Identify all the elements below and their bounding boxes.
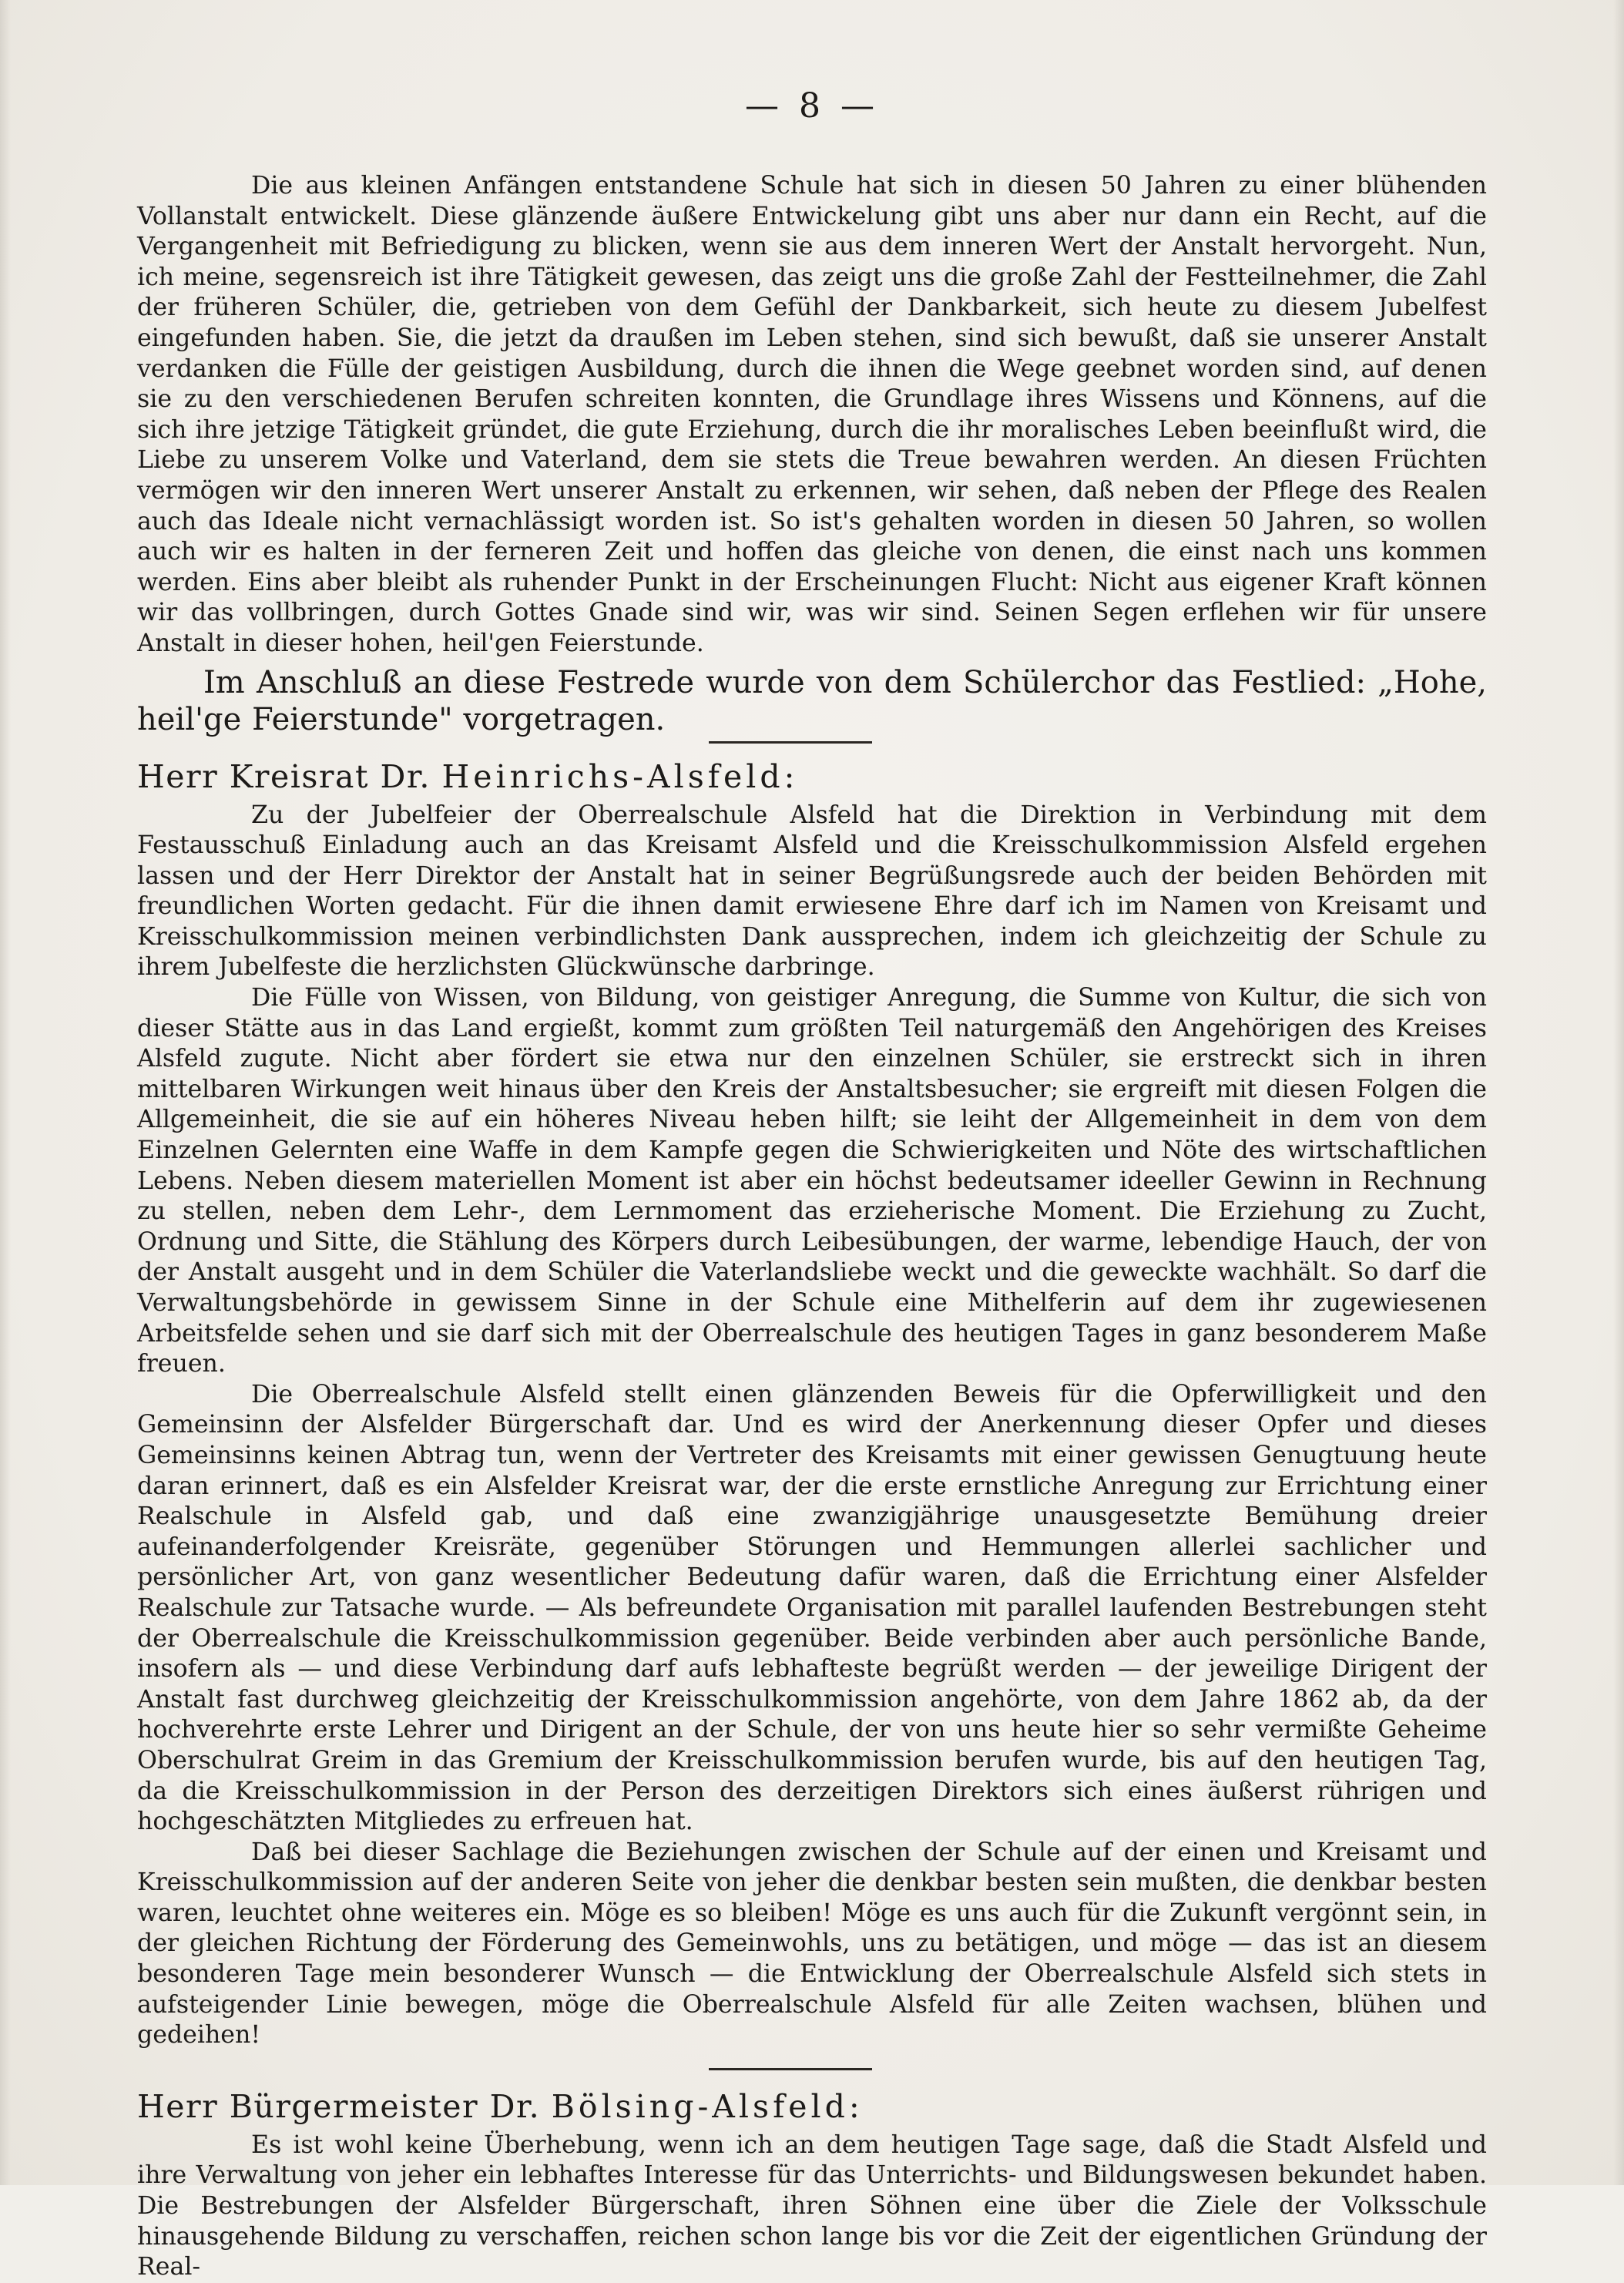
kreisrat-paragraph-3: Die Oberrealschule Alsfeld stellt einen glänzenden Beweis für die Opferwilligkeit und den Gemeinsinn der Alsfelder Bürgerschaft dar. Und es wird der Anerkennung dieser Opfer und dieses Gemeinsinns keinen Abtrag tun, wenn der Vertreter des Kreisamts mit einer gewissen Genugtuung heute daran erinnert, daß es ein Alsfelder Kreisrat war, der die erste ernstliche Anregung zur Errichtung einer Realschule in Alsfeld gab, und daß eine zwanzigjährige unausgesetzte Bemühung dreier aufeinanderfolgender Kreisräte, gegenüber Störungen und Hemmungen allerlei sachlicher und persönlicher Art, von ganz wesentlicher Bedeutung dafür waren, daß die Errichtung einer Alsfelder Realschule zur Tatsache wurde. — Als befreundete Organisation mit parallel laufenden Bestrebungen steht der Oberrealschule die Kreisschulkommission gegenüber. Beide verbinden aber auch persönliche Bande, insofern als — und diese Verbindung darf aufs lebhafteste begrüßt werden — der jeweilige Dirigent der Anstalt fast durchweg gleichzeitig der Kreisschulkommission angehörte, von dem Jahre 1862 ab, da der hochverehrte erste Lehrer und Dirigent an der Schule, der von uns heute hier so sehr vermißte Geheime Oberschulrat Greim in das Gremium der Kreisschulkommission berufen wurde, bis auf den heutigen Tag, da die Kreisschulkommission in der Person des derzeitigen Direktors sich eines äußerst rührigen und hochgeschätzten Mitgliedes zu erfreuen hat.	[137, 1380, 1487, 1836]
speaker-heading-buergermeister	[137, 2087, 1487, 2126]
section-divider	[709, 741, 872, 744]
festlied-note: Im Anschluß an diese Festrede wurde von dem Schülerchor das Festlied: „Hohe, heil'ge Feierstunde" vorgetragen.	[137, 664, 1487, 737]
kreisrat-paragraph-1: Zu der Jubelfeier der Oberrealschule Alsfeld hat die Direktion in Verbindung mit dem Festausschuß Einladung auch an das Kreisamt Alsfeld und die Kreisschulkommission Alsfeld ergehen lassen und der Herr Direktor der Anstalt hat in seiner Begrüßungsrede auch der beiden Behörden mit freundlichen Worten gedacht. Für die ihnen damit erwiesene Ehre darf ich im Namen von Kreisamt und Kreisschulkommission meinen verbindlichsten Dank aussprechen, indem ich gleichzeitig der Schule zu ihrem Jubelfeste die herzlichsten Glückwünsche darbringe.	[137, 801, 1487, 982]
scan-edge-left	[0, 0, 11, 2185]
page-number: — 8 —	[745, 86, 879, 126]
buergermeister-paragraph-1: Es ist wohl keine Überhebung, wenn ich an dem heutigen Tage sage, daß die Stadt Alsfeld und ihre Verwaltung von jeher ein lebhaftes Interesse für das Unterrichts- und Bildungswesen bekundet haben. Die Bestrebungen der Alsfelder Bürgerschaft, ihren Söhnen eine über die Ziele der Volksschule hinausgehende Bildung zu verschaffen, reichen schon lange bis vor die Zeit der eigentlichen Gründung der Real-	[137, 2130, 1487, 2281]
scan-edge-right	[1613, 0, 1624, 2185]
kreisrat-paragraph-4: Daß bei dieser Sachlage die Beziehungen zwischen der Schule auf der einen und Kreisamt und Kreisschulkommission auf der anderen Seite von jeher die denkbar besten sein mußten, die denkbar besten waren, leuchtet ohne weiteres ein. Möge es so bleiben! Möge es uns auch für die Zukunft vergönnt sein, in der gleichen Richtung der Förderung des Gemeinwohls, uns zu betätigen, und möge — das ist an diesem besonderen Tage mein besonderer Wunsch — die Entwicklung der Oberrealschule Alsfeld sich stets in aufsteigender Linie bewegen, möge die Oberrealschule Alsfeld für alle Zeiten wachsen, blühen und gedeihen!	[137, 1838, 1487, 2050]
section-divider	[709, 2068, 872, 2070]
page-content	[137, 171, 1487, 2283]
speaker-title: Herr Kreisrat Dr.	[137, 757, 431, 795]
speaker-heading-kreisrat	[137, 757, 1487, 796]
speaker-title: Herr Bürgermeister Dr.	[137, 2087, 541, 2125]
speaker-name: Heinrichs-Alsfeld:	[441, 757, 799, 795]
opening-paragraph: Die aus kleinen Anfängen entstandene Schule hat sich in diesen 50 Jahren zu einer blühenden Vollanstalt entwickelt. Diese glänzende äußere Entwickelung gibt uns aber nur dann ein Recht, auf die Vergangenheit mit Befriedigung zu blicken, wenn sie aus dem inneren Wert der Anstalt hervorgeht. Nun, ich meine, segensreich ist ihre Tätigkeit gewesen, das zeigt uns die große Zahl der Festteilnehmer, die Zahl der früheren Schüler, die, getrieben von dem Gefühl der Dankbarkeit, sich heute zu diesem Jubelfest eingefunden haben. Sie, die jetzt da draußen im Leben stehen, sind sich bewußt, daß sie unserer Anstalt verdanken die Fülle der geistigen Ausbildung, durch die ihnen die Wege geebnet worden sind, auf denen sie zu den verschiedenen Berufen schreiten konnten, die Grundlage ihres Wissens und Könnens, auf die sich ihre jetzige Tätigkeit gründet, die gute Erziehung, durch die ihr moralisches Leben beeinflußt wird, die Liebe zu unserem Volke und Vaterland, dem sie stets die Treue bewahren werden. An diesen Früchten vermögen wir den inneren Wert unserer Anstalt zu erkennen, wir sehen, daß neben der Pflege des Realen auch das Ideale nicht vernachlässigt worden ist. So ist's gehalten worden in diesen 50 Jahren, so wollen auch wir es halten in der ferneren Zeit und hoffen das gleiche von denen, die einst nach uns kommen werden. Eins aber bleibt als ruhender Punkt in der Erscheinungen Flucht: Nicht aus eigener Kraft können wir das vollbringen, durch Gottes Gnade sind wir, was wir sind. Seinen Segen erflehen wir für unsere Anstalt in dieser hohen, heil'gen Feierstunde.	[137, 172, 1487, 657]
speaker-name: Bölsing-Alsfeld:	[551, 2087, 864, 2125]
kreisrat-paragraph-2: Die Fülle von Wissen, von Bildung, von geistiger Anregung, die Summe von Kultur, die sich von dieser Stätte aus in das Land ergießt, kommt zum größten Teil naturgemäß den Angehörigen des Kreises Alsfeld zugute. Nicht aber fördert sie etwa nur den einzelnen Schüler, sie erstreckt sich in ihren mittelbaren Wirkungen weit hinaus über den Kreis der Anstaltsbesucher; sie ergreift mit diesen Folgen die Allgemeinheit, die sie auf ein höheres Niveau heben hilft; sie leiht der Allgemeinheit in dem von dem Einzelnen Gelernten eine Waffe in dem Kampfe gegen die Schwierigkeiten und Nöte des wirtschaftlichen Lebens. Neben diesem materiellen Moment ist aber ein höchst bedeutsamer ideeller Gewinn in Rechnung zu stellen, neben dem Lehr-, dem Lernmoment das erzieherische Moment. Die Erziehung zu Zucht, Ordnung und Sitte, die Stählung des Körpers durch Leibesübungen, der warme, lebendige Hauch, der von der Anstalt ausgeht und in dem Schüler die Vaterlandsliebe weckt und die geweckte wachhält. So darf die Verwaltungsbehörde in gewissem Sinne in der Schule eine Mithelferin auf dem ihr zugewiesenen Arbeitsfelde sehen und sie darf sich mit der Oberrealschule des heutigen Tages in ganz besonderem Maße freuen.	[137, 984, 1487, 1378]
